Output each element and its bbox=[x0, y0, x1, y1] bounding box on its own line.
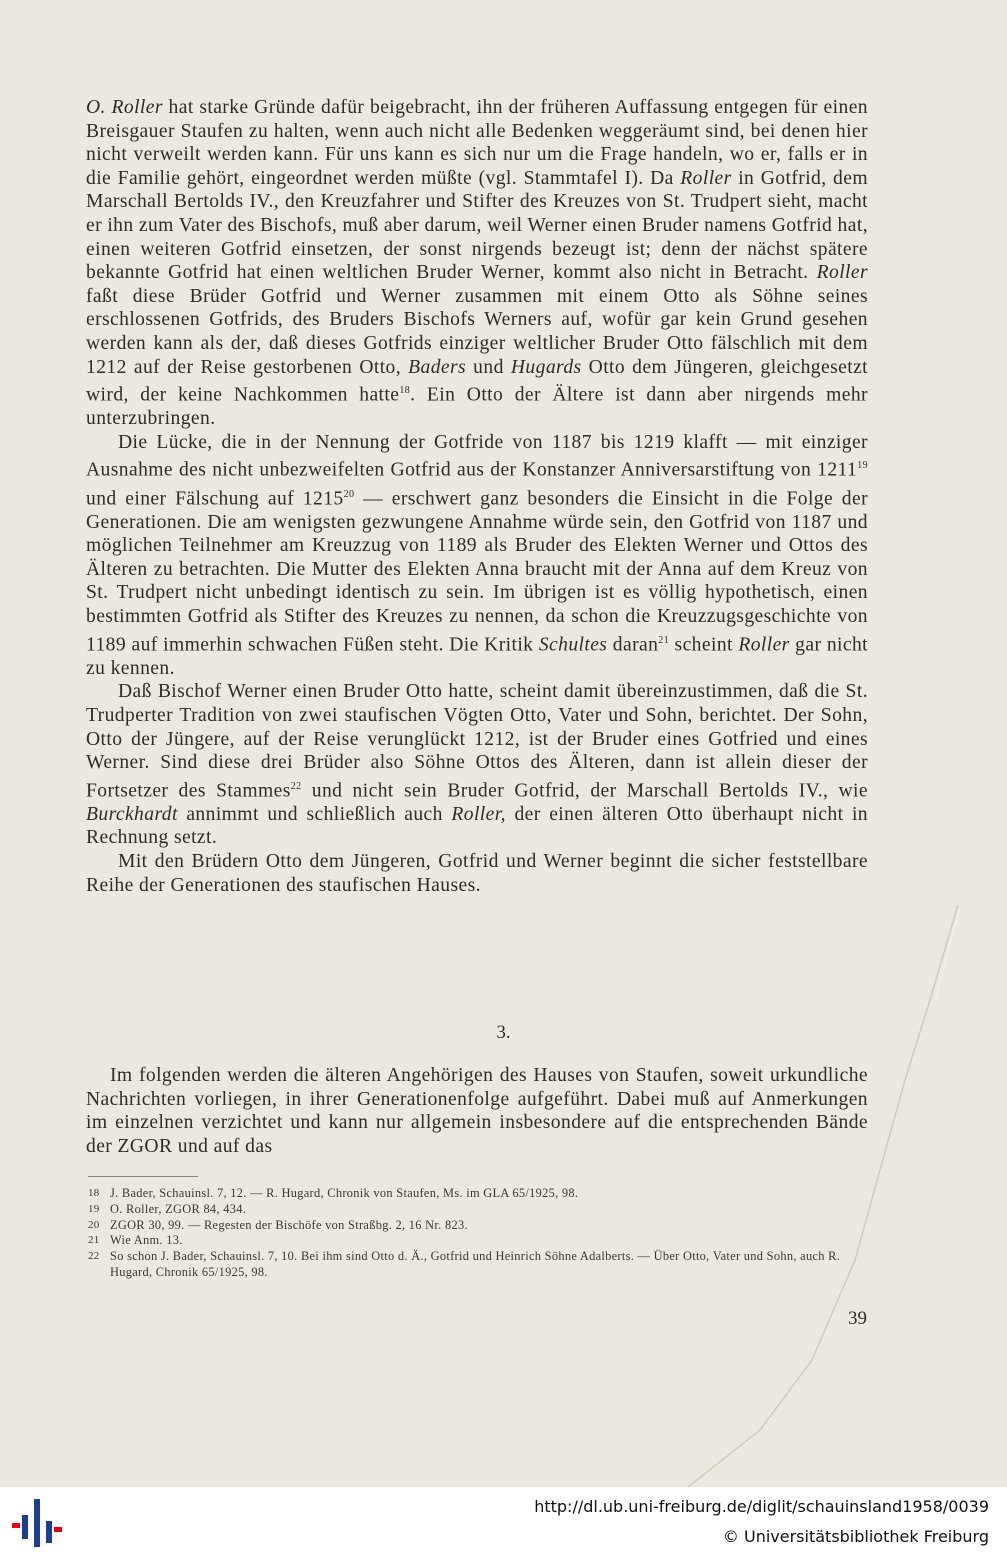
footnote-text: So schon J. Bader, Schauinsl. 7, 10. Bei ihm sind Otto d. Ä., Gotfrid und Heinrich Söhne Adalberts. — Über Otto, Vater und Sohn, auch R. Hugard, Chronik 65/1925, 98. bbox=[110, 1249, 841, 1279]
footnote-number: 21 bbox=[88, 1234, 100, 1247]
footnote-item bbox=[88, 1249, 870, 1281]
footnote-divider bbox=[88, 1176, 198, 1177]
footnote-number: 19 bbox=[88, 1202, 100, 1215]
paragraph-4: Mit den Brüdern Otto dem Jüngeren, Gotfrid und Werner beginnt die sicher feststellbare Reihe der Generationen des staufischen Hauses. bbox=[86, 851, 868, 896]
paragraph-3: Daß Bischof Werner einen Bruder Otto hatte, scheint damit übereinzustimmen, daß die St. Trudperter Tradition von zwei staufischen Vögten Otto, Vater und Sohn, berichtet. Der Sohn, Otto der Jüngere, auf der Reise verunglückt 1212, ist der Bruder eines Gotfried und eines Werner. Sind diese drei Brüder also Söhne Ottos des Älteren, dann ist allein dieser der Fortsetzer des Stammes$^{22}$ und nicht sein Bruder Gotfrid, der Marschall Bertolds IV., wie Burckhardt annimmt und schließlich auch Roller, der einen älteren Otto überhaupt nicht in Rechnung setzt. bbox=[86, 681, 868, 849]
footnote-number: 22 bbox=[88, 1250, 100, 1263]
author-roller-italic: O. Roller bbox=[86, 97, 163, 118]
footnote-item bbox=[88, 1202, 870, 1218]
page-number: 39 bbox=[848, 1308, 867, 1329]
paragraph-2: Die Lücke, die in der Nennung der Gotfride von 1187 bis 1219 klafft — mit einziger Ausnahme des nicht unbezweifelten Gotfrid aus der Konstanzer Anniversarstiftung von 1211$^{19}$ und einer Fälschung auf 1215$^{20}$ — erschwert ganz besonders die Einsicht in die Folge der Generationen. Die am wenigsten gezwungene Annahme würde sein, den Gotfrid von 1187 und möglichen Teilnehmer am Kreuzzug von 1189 als Bruder des Elekten Werner und Ottos des Älteren zu betrachten. Die Mutter des Elekten Anna braucht mit der Anna auf dem Kreuz von St. Trudpert nicht unbedingt identisch zu sein. Im übrigen ist es völlig hypothetisch, einen bestimmten Gotfrid als Stifter des Kreuzes zu nennen, da schon die Kreuzzugsgeschichte von 1189 auf immerhin schwachen Füßen steht. Die Kritik Schultes daran$^{21}$ scheint Roller gar nicht zu kennen. bbox=[86, 431, 869, 679]
library-footer bbox=[0, 1487, 1007, 1559]
section-text bbox=[86, 1064, 868, 1158]
footnote-text: O. Roller, ZGOR 84, 434. bbox=[110, 1201, 247, 1216]
footnote-item bbox=[88, 1186, 870, 1202]
footnote-text: Wie Anm. 13. bbox=[110, 1233, 183, 1248]
ub-freiburg-logo-icon bbox=[12, 1497, 64, 1549]
paragraph-1: O. Roller hat starke Gründe dafür beigebracht, ihn der früheren Auffassung entgegen für einen Breisgauer Staufen zu halten, wenn auch nicht alle Bedenken weggeräumt sind, bei denen hier nicht verweilt werden kann. Für uns kann es sich nur um die Frage handeln, wo er, falls er in die Familie gehört, eingeordnet werden müßte (vgl. Stammtafel I). Da Roller in Gotfrid, dem Marschall Bertolds IV., den Kreuzfahrer und Stifter des Kreuzes von St. Trudpert sieht, macht er ihn zum Vater des Bischofs, muß aber darum, weil Werner einen Bruder namens Gotfrid hat, einen weiteren Gotfrid einsetzen, der sonst nirgends bezeugt ist; denn der nächst spätere bekannte Gotfrid hat einen weltlichen Bruder Werner, kommt also nicht in Betracht. Roller faßt diese Brüder Gotfrid und Werner zusammen mit einem Otto als Söhne seines erschlossenen Gotfrids, des Bruders Bischofs Werners auf, wofür gar kein Grund gesehen werden kann als der, daß dieses Gotfrids einziger weltlicher Bruder Otto fälschlich mit dem 1212 auf der Reise gestorbenen Otto, Baders und Hugards Otto dem Jüngeren, gleichgesetzt wird, der keine Nachkommen hatte$^{18}$. Ein Otto der Ältere ist dann aber nirgends mehr unterzubringen. bbox=[86, 97, 869, 430]
permalink-url[interactable]: http://dl.ub.uni-freiburg.de/diglit/schauinsland1958/0039 bbox=[534, 1497, 989, 1516]
footnote-item bbox=[88, 1233, 870, 1249]
section-number: 3. bbox=[496, 1022, 511, 1043]
section-paragraph: Im folgenden werden die älteren Angehörigen des Hauses von Staufen, soweit urkundliche Nachrichten vorliegen, in ihrer Generationenfolge aufgeführt. Dabei muß auf Anmerkungen im einzelnen verzichtet und kann nur allgemein insbesondere auf die entsprechenden Bände der ZGOR und auf das bbox=[86, 1065, 868, 1157]
footnote-text: ZGOR 30, 99. — Regesten der Bischöfe von Straßbg. 2, 16 Nr. 823. bbox=[110, 1217, 468, 1232]
footnote-number: 18 bbox=[88, 1187, 100, 1199]
main-text bbox=[86, 96, 868, 897]
footnote-item bbox=[88, 1218, 870, 1234]
copyright-notice: © Universitätsbibliothek Freiburg bbox=[722, 1527, 989, 1546]
footnotes bbox=[88, 1186, 870, 1281]
footnote-number: 20 bbox=[88, 1218, 100, 1231]
footnote-text: J. Bader, Schauinsl. 7, 12. — R. Hugard, Chronik von Staufen, Ms. im GLA 65/1925, 98. bbox=[110, 1186, 579, 1200]
